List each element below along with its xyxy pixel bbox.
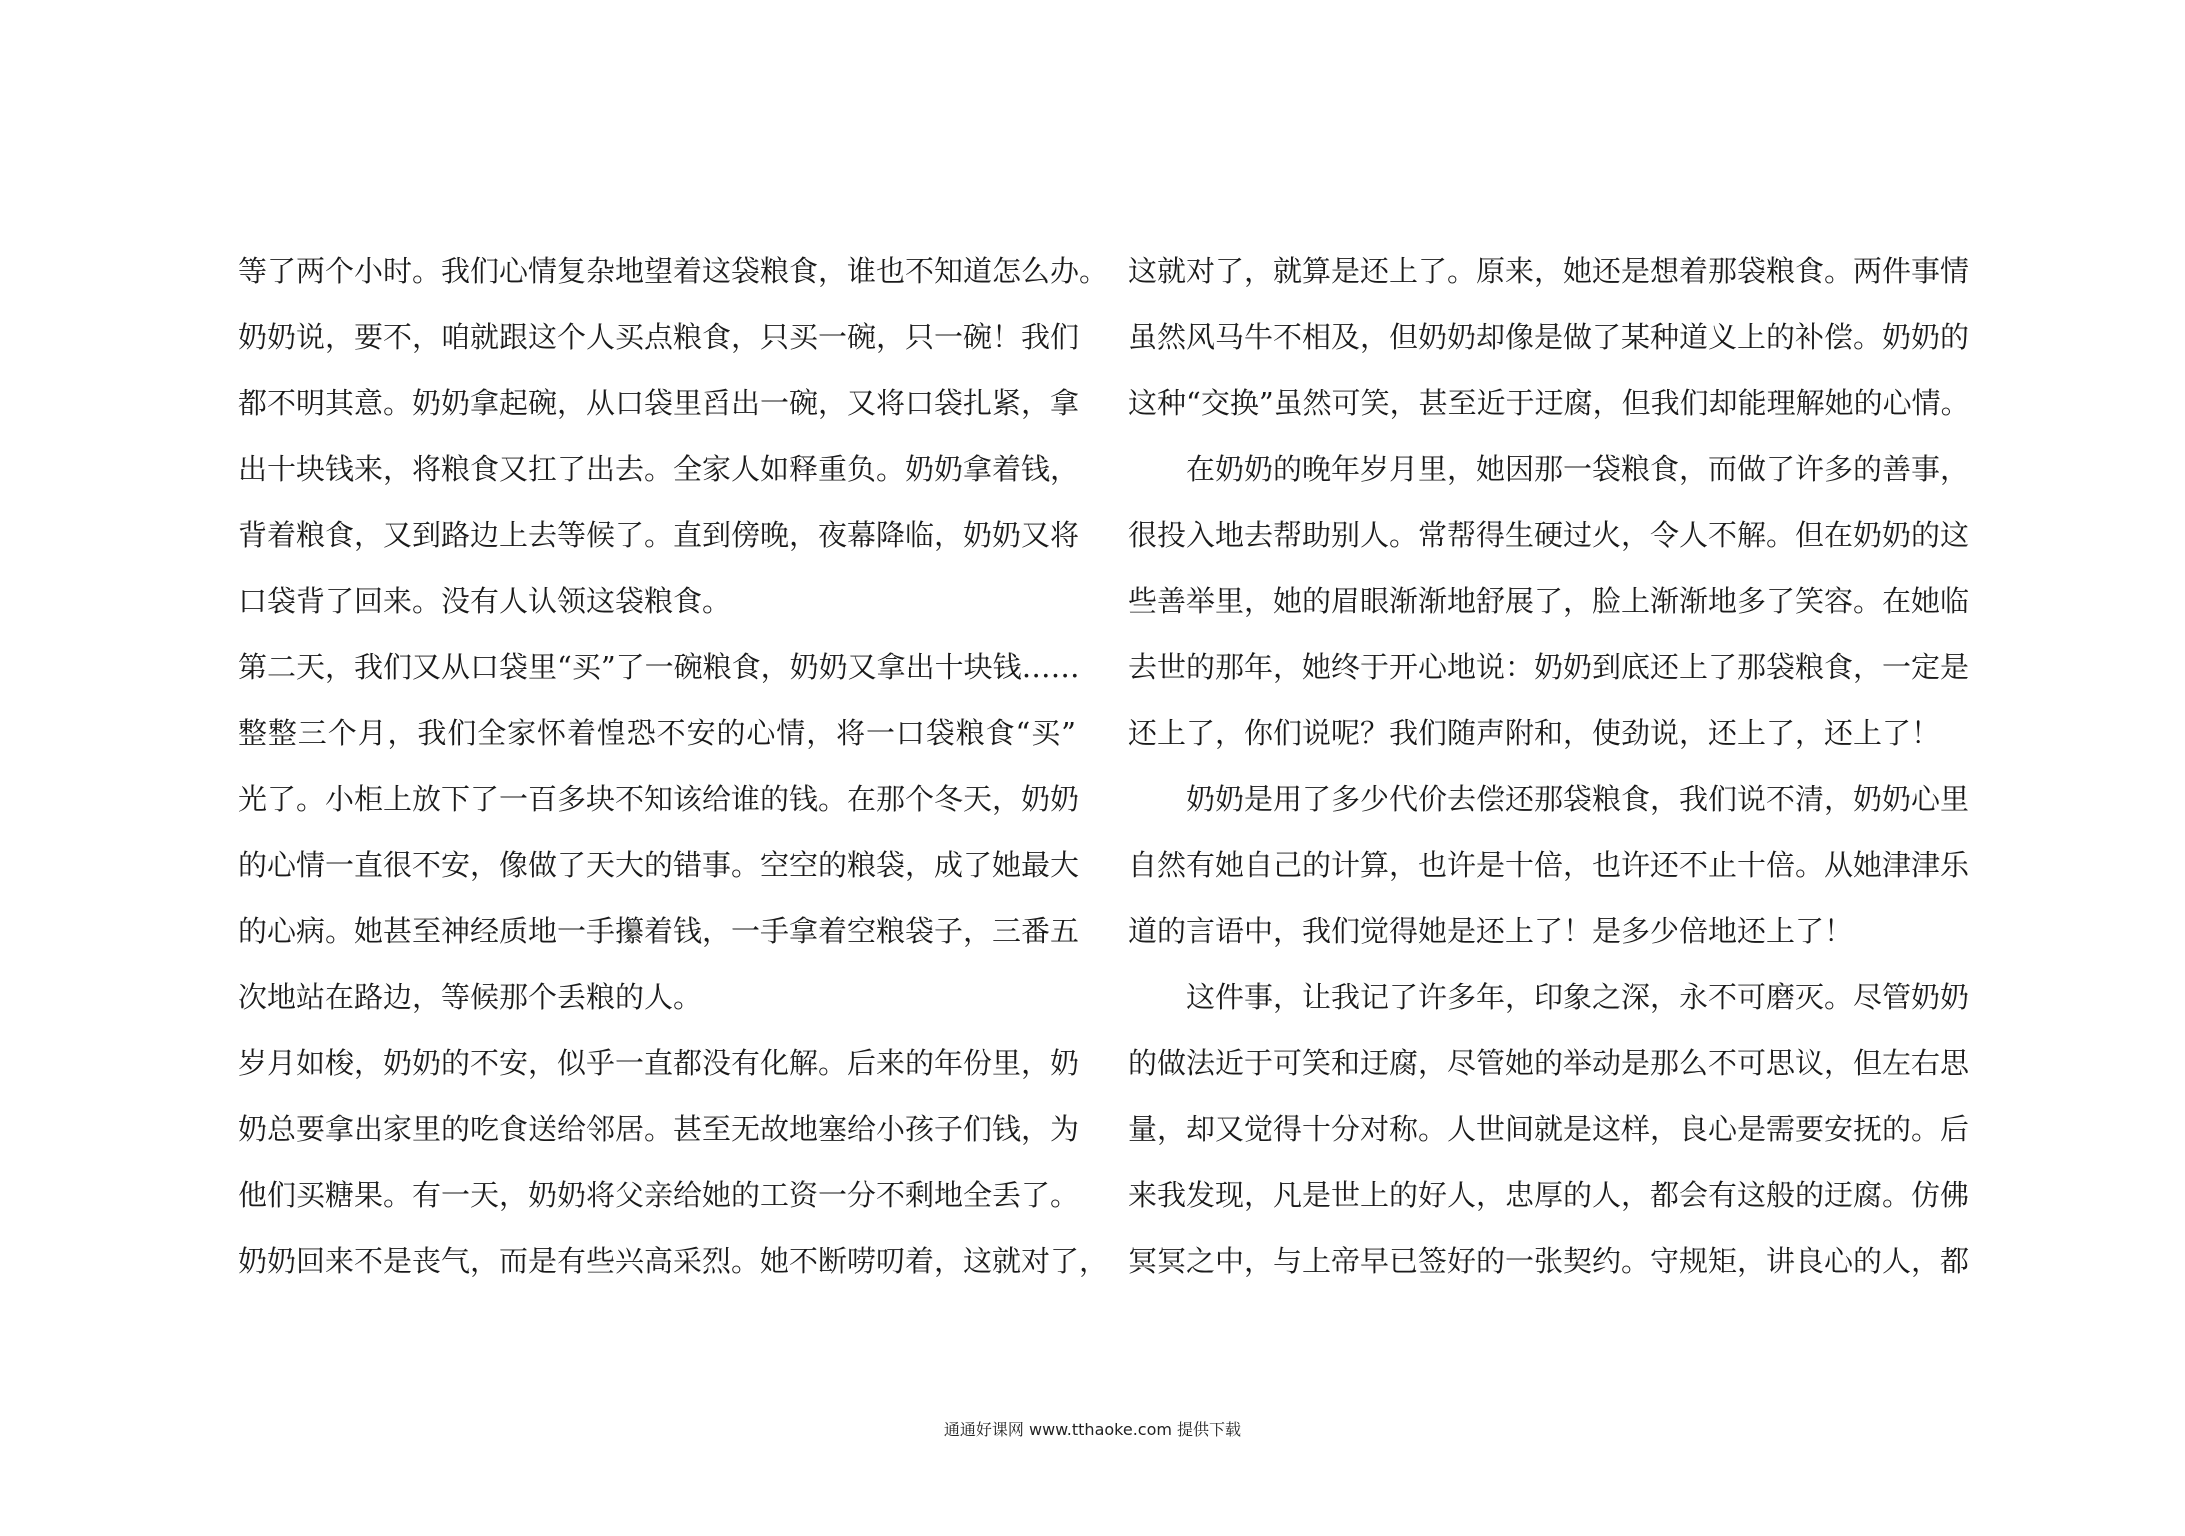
- text-line-paragraph-start: 奶奶是用了多少代价去偿还那袋粮食，我们说不清，奶奶心里: [1186, 782, 1970, 816]
- text-line: 道的言语中，我们觉得她是还上了！是多少倍地还上了！: [1128, 914, 1854, 948]
- text-line: 去世的那年，她终于开心地说：奶奶到底还上了那袋粮食，一定是: [1128, 650, 1970, 684]
- text-line: 虽然风马牛不相及，但奶奶却像是做了某种道义上的补偿。奶奶的: [1128, 320, 1970, 354]
- text-line: 很投入地去帮助别人。常帮得生硬过火，令人不解。但在奶奶的这: [1128, 518, 1970, 552]
- text-line: 奶奶说，要不，咱就跟这个人买点粮食，只买一碗，只一碗！我们: [238, 320, 1080, 354]
- text-line: 次地站在路边，等候那个丢粮的人。: [238, 980, 703, 1014]
- text-line: 这就对了，就算是还上了。原来，她还是想着那袋粮食。两件事情: [1128, 254, 1970, 288]
- text-line: 还上了，你们说呢？我们随声附和，使劲说，还上了，还上了！: [1128, 716, 1941, 750]
- page-footer: 通通好课网 www.tthaoke.com 提供下载: [943, 1420, 1242, 1439]
- text-line: 背着粮食，又到路边上去等候了。直到傍晚，夜幕降临，奶奶又将: [238, 518, 1080, 552]
- text-line: 自然有她自己的计算，也许是十倍，也许还不止十倍。从她津津乐: [1128, 848, 1970, 882]
- text-line: 整整三个月，我们全家怀着惶恐不安的心情，将一口袋粮食“买”: [238, 716, 1076, 750]
- text-line: 出十块钱来，将粮食又扛了出去。全家人如释重负。奶奶拿着钱，: [238, 452, 1080, 486]
- text-line: 光了。小柜上放下了一百多块不知该给谁的钱。在那个冬天，奶奶: [238, 782, 1080, 816]
- text-line: 的心情一直很不安，像做了天大的错事。空空的粮袋，成了她最大: [238, 848, 1080, 882]
- text-line: 些善举里，她的眉眼渐渐地舒展了，脸上渐渐地多了笑容。在她临: [1128, 584, 1970, 618]
- text-line-paragraph-start: 这件事，让我记了许多年，印象之深，永不可磨灭。尽管奶奶: [1186, 980, 1970, 1014]
- text-line: 来我发现，凡是世上的好人，忠厚的人，都会有这般的迂腐。仿佛: [1128, 1178, 1970, 1212]
- text-line: 口袋背了回来。没有人认领这袋粮食。: [238, 584, 732, 618]
- right-text-column: [1128, 238, 1970, 1294]
- text-line: 奶奶回来不是丧气，而是有些兴高采烈。她不断唠叨着，这就对了，: [238, 1244, 1109, 1278]
- text-line: 量，却又觉得十分对称。人世间就是这样，良心是需要安抚的。后: [1128, 1112, 1970, 1146]
- text-line: 第二天，我们又从口袋里“买”了一碗粮食，奶奶又拿出十块钱……: [238, 650, 1080, 684]
- text-line: 的心病。她甚至神经质地一手攥着钱，一手拿着空粮袋子，三番五: [238, 914, 1080, 948]
- text-line: 奶总要拿出家里的吃食送给邻居。甚至无故地塞给小孩子们钱，为: [238, 1112, 1080, 1146]
- text-line: 的做法近于可笑和迂腐，尽管她的举动是那么不可思议，但左右思: [1128, 1046, 1970, 1080]
- text-line: 冥冥之中，与上帝早已签好的一张契约。守规矩，讲良心的人，都: [1128, 1244, 1970, 1278]
- left-text-column: [238, 238, 1109, 1294]
- text-line-paragraph-start: 在奶奶的晚年岁月里，她因那一袋粮食，而做了许多的善事，: [1186, 452, 1970, 486]
- text-line: 他们买糖果。有一天，奶奶将父亲给她的工资一分不剩地全丢了。: [238, 1178, 1080, 1212]
- text-line: 等了两个小时。我们心情复杂地望着这袋粮食，谁也不知道怎么办。: [238, 254, 1109, 288]
- text-line: 岁月如梭，奶奶的不安，似乎一直都没有化解。后来的年份里，奶: [238, 1046, 1080, 1080]
- text-line: 都不明其意。奶奶拿起碗，从口袋里舀出一碗，又将口袋扎紧，拿: [238, 386, 1080, 420]
- text-line: 这种“交换”虽然可笑，甚至近于迂腐，但我们却能理解她的心情。: [1128, 386, 1970, 420]
